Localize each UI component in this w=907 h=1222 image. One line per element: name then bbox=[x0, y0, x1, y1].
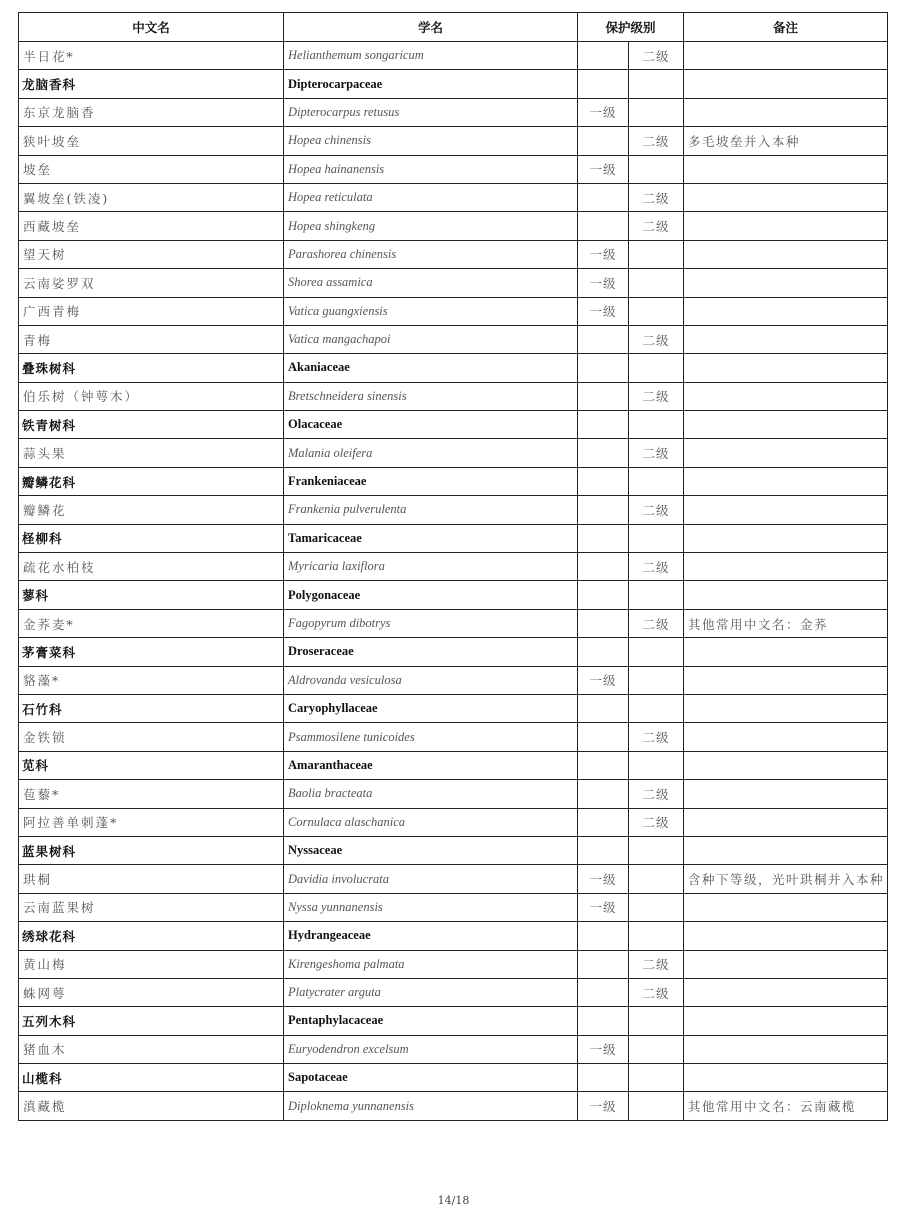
chinese-name-cell: 貉藻* bbox=[19, 666, 284, 694]
chinese-name-cell: 蒜头果 bbox=[19, 439, 284, 467]
scientific-name-cell: Cornulaca alaschanica bbox=[284, 808, 578, 836]
family-row bbox=[19, 1064, 888, 1092]
level-2-cell bbox=[629, 922, 684, 950]
level-1-cell bbox=[578, 411, 629, 439]
family-row bbox=[19, 694, 888, 722]
scientific-name-cell: Shorea assamica bbox=[284, 269, 578, 297]
level-2-cell bbox=[629, 155, 684, 183]
level-1-cell bbox=[578, 439, 629, 467]
species-row bbox=[19, 950, 888, 978]
chinese-name-cell: 蛛网萼 bbox=[19, 978, 284, 1006]
header-scientific-name: 学名 bbox=[284, 13, 578, 42]
note-cell: 含种下等级，光叶珙桐并入本种 bbox=[684, 865, 888, 893]
level-2-cell: 二级 bbox=[629, 609, 684, 637]
species-row bbox=[19, 609, 888, 637]
species-row bbox=[19, 723, 888, 751]
chinese-name-cell: 黄山梅 bbox=[19, 950, 284, 978]
species-row bbox=[19, 893, 888, 921]
note-cell bbox=[684, 439, 888, 467]
family-row bbox=[19, 467, 888, 495]
chinese-name-cell: 滇藏榄 bbox=[19, 1092, 284, 1120]
chinese-name-cell: 疏花水柏枝 bbox=[19, 553, 284, 581]
level-2-cell bbox=[629, 694, 684, 722]
scientific-name-cell: Nyssa yunnanensis bbox=[284, 893, 578, 921]
level-2-cell: 二级 bbox=[629, 553, 684, 581]
level-2-cell bbox=[629, 524, 684, 552]
level-2-cell: 二级 bbox=[629, 780, 684, 808]
page-number: 14/18 bbox=[437, 1194, 470, 1207]
species-row bbox=[19, 808, 888, 836]
chinese-name-cell: 叠珠树科 bbox=[19, 354, 284, 382]
level-2-cell: 二级 bbox=[629, 978, 684, 1006]
species-row bbox=[19, 978, 888, 1006]
level-1-cell bbox=[578, 382, 629, 410]
chinese-name-cell: 珙桐 bbox=[19, 865, 284, 893]
scientific-name-cell: Parashorea chinensis bbox=[284, 240, 578, 268]
level-1-cell: 一级 bbox=[578, 893, 629, 921]
level-1-cell: 一级 bbox=[578, 297, 629, 325]
note-cell bbox=[684, 694, 888, 722]
level-1-cell bbox=[578, 609, 629, 637]
scientific-name-cell: Vatica mangachapoi bbox=[284, 325, 578, 353]
level-1-cell bbox=[578, 127, 629, 155]
chinese-name-cell: 苞藜* bbox=[19, 780, 284, 808]
level-1-cell bbox=[578, 183, 629, 211]
species-row bbox=[19, 1035, 888, 1063]
scientific-name-cell: Hopea shingkeng bbox=[284, 212, 578, 240]
chinese-name-cell: 茅膏菜科 bbox=[19, 638, 284, 666]
family-row bbox=[19, 922, 888, 950]
note-cell bbox=[684, 496, 888, 524]
note-cell bbox=[684, 70, 888, 98]
species-row bbox=[19, 439, 888, 467]
level-1-cell bbox=[578, 553, 629, 581]
chinese-name-cell: 瓣鳞花科 bbox=[19, 467, 284, 495]
level-1-cell bbox=[578, 212, 629, 240]
scientific-name-cell: Dipterocarpaceae bbox=[284, 70, 578, 98]
species-row bbox=[19, 1092, 888, 1120]
level-2-cell: 二级 bbox=[629, 212, 684, 240]
scientific-name-cell: Amaranthaceae bbox=[284, 751, 578, 779]
level-2-cell bbox=[629, 297, 684, 325]
note-cell bbox=[684, 780, 888, 808]
family-row bbox=[19, 354, 888, 382]
note-cell bbox=[684, 467, 888, 495]
scientific-name-cell: Psammosilene tunicoides bbox=[284, 723, 578, 751]
species-row bbox=[19, 127, 888, 155]
scientific-name-cell: Vatica guangxiensis bbox=[284, 297, 578, 325]
header-protection-level: 保护级别 bbox=[578, 13, 684, 42]
scientific-name-cell: Bretschneidera sinensis bbox=[284, 382, 578, 410]
scientific-name-cell: Akaniaceae bbox=[284, 354, 578, 382]
note-cell bbox=[684, 212, 888, 240]
scientific-name-cell: Dipterocarpus retusus bbox=[284, 98, 578, 126]
family-row bbox=[19, 524, 888, 552]
level-2-cell bbox=[629, 467, 684, 495]
scientific-name-cell: Tamaricaceae bbox=[284, 524, 578, 552]
level-2-cell bbox=[629, 269, 684, 297]
scientific-name-cell: Nyssaceae bbox=[284, 836, 578, 864]
chinese-name-cell: 柽柳科 bbox=[19, 524, 284, 552]
level-2-cell bbox=[629, 893, 684, 921]
species-row bbox=[19, 666, 888, 694]
chinese-name-cell: 望天树 bbox=[19, 240, 284, 268]
note-cell bbox=[684, 893, 888, 921]
level-1-cell bbox=[578, 808, 629, 836]
scientific-name-cell: Pentaphylacaceae bbox=[284, 1007, 578, 1035]
level-1-cell: 一级 bbox=[578, 240, 629, 268]
note-cell bbox=[684, 553, 888, 581]
level-1-cell bbox=[578, 723, 629, 751]
scientific-name-cell: Davidia involucrata bbox=[284, 865, 578, 893]
level-2-cell bbox=[629, 240, 684, 268]
note-cell bbox=[684, 638, 888, 666]
level-1-cell bbox=[578, 836, 629, 864]
scientific-name-cell: Hopea chinensis bbox=[284, 127, 578, 155]
chinese-name-cell: 西藏坡垒 bbox=[19, 212, 284, 240]
chinese-name-cell: 龙脑香科 bbox=[19, 70, 284, 98]
level-1-cell bbox=[578, 70, 629, 98]
note-cell bbox=[684, 240, 888, 268]
species-row bbox=[19, 155, 888, 183]
species-row bbox=[19, 780, 888, 808]
family-row bbox=[19, 751, 888, 779]
level-1-cell bbox=[578, 524, 629, 552]
level-2-cell: 二级 bbox=[629, 127, 684, 155]
scientific-name-cell: Polygonaceae bbox=[284, 581, 578, 609]
scientific-name-cell: Kirengeshoma palmata bbox=[284, 950, 578, 978]
chinese-name-cell: 金铁锁 bbox=[19, 723, 284, 751]
level-1-cell bbox=[578, 780, 629, 808]
level-1-cell bbox=[578, 638, 629, 666]
scientific-name-cell: Myricaria laxiflora bbox=[284, 553, 578, 581]
level-2-cell bbox=[629, 1064, 684, 1092]
chinese-name-cell: 东京龙脑香 bbox=[19, 98, 284, 126]
scientific-name-cell: Helianthemum songaricum bbox=[284, 42, 578, 70]
level-2-cell: 二级 bbox=[629, 325, 684, 353]
note-cell bbox=[684, 269, 888, 297]
chinese-name-cell: 蓼科 bbox=[19, 581, 284, 609]
scientific-name-cell: Platycrater arguta bbox=[284, 978, 578, 1006]
level-2-cell bbox=[629, 354, 684, 382]
scientific-name-cell: Aldrovanda vesiculosa bbox=[284, 666, 578, 694]
scientific-name-cell: Hopea hainanensis bbox=[284, 155, 578, 183]
level-2-cell: 二级 bbox=[629, 439, 684, 467]
note-cell bbox=[684, 411, 888, 439]
level-2-cell bbox=[629, 98, 684, 126]
protected-plants-table bbox=[18, 12, 888, 1121]
note-cell bbox=[684, 978, 888, 1006]
note-cell bbox=[684, 666, 888, 694]
species-row bbox=[19, 212, 888, 240]
level-2-cell: 二级 bbox=[629, 723, 684, 751]
note-cell bbox=[684, 1064, 888, 1092]
chinese-name-cell: 云南蓝果树 bbox=[19, 893, 284, 921]
species-row bbox=[19, 325, 888, 353]
chinese-name-cell: 铁青树科 bbox=[19, 411, 284, 439]
chinese-name-cell: 蓝果树科 bbox=[19, 836, 284, 864]
level-2-cell: 二级 bbox=[629, 496, 684, 524]
species-row bbox=[19, 269, 888, 297]
species-row bbox=[19, 98, 888, 126]
level-2-cell: 二级 bbox=[629, 42, 684, 70]
species-row bbox=[19, 865, 888, 893]
family-row bbox=[19, 411, 888, 439]
family-row bbox=[19, 1007, 888, 1035]
note-cell bbox=[684, 42, 888, 70]
chinese-name-cell: 苋科 bbox=[19, 751, 284, 779]
scientific-name-cell: Frankenia pulverulenta bbox=[284, 496, 578, 524]
note-cell bbox=[684, 581, 888, 609]
note-cell: 多毛坡垒并入本种 bbox=[684, 127, 888, 155]
chinese-name-cell: 青梅 bbox=[19, 325, 284, 353]
chinese-name-cell: 坡垒 bbox=[19, 155, 284, 183]
scientific-name-cell: Droseraceae bbox=[284, 638, 578, 666]
note-cell bbox=[684, 808, 888, 836]
note-cell bbox=[684, 950, 888, 978]
level-2-cell bbox=[629, 836, 684, 864]
chinese-name-cell: 瓣鳞花 bbox=[19, 496, 284, 524]
chinese-name-cell: 五列木科 bbox=[19, 1007, 284, 1035]
level-1-cell bbox=[578, 325, 629, 353]
chinese-name-cell: 猪血木 bbox=[19, 1035, 284, 1063]
note-cell: 其他常用中文名：云南藏榄 bbox=[684, 1092, 888, 1120]
level-2-cell: 二级 bbox=[629, 808, 684, 836]
family-row bbox=[19, 581, 888, 609]
level-1-cell: 一级 bbox=[578, 155, 629, 183]
scientific-name-cell: Diploknema yunnanensis bbox=[284, 1092, 578, 1120]
scientific-name-cell: Frankeniaceae bbox=[284, 467, 578, 495]
header-notes: 备注 bbox=[684, 13, 888, 42]
species-row bbox=[19, 183, 888, 211]
note-cell bbox=[684, 836, 888, 864]
note-cell bbox=[684, 325, 888, 353]
chinese-name-cell: 伯乐树（钟萼木） bbox=[19, 382, 284, 410]
chinese-name-cell: 阿拉善单刺蓬* bbox=[19, 808, 284, 836]
level-1-cell bbox=[578, 496, 629, 524]
level-1-cell bbox=[578, 467, 629, 495]
level-2-cell: 二级 bbox=[629, 950, 684, 978]
chinese-name-cell: 广西青梅 bbox=[19, 297, 284, 325]
family-row bbox=[19, 70, 888, 98]
note-cell bbox=[684, 723, 888, 751]
level-1-cell bbox=[578, 581, 629, 609]
scientific-name-cell: Caryophyllaceae bbox=[284, 694, 578, 722]
level-2-cell bbox=[629, 581, 684, 609]
level-1-cell: 一级 bbox=[578, 98, 629, 126]
level-2-cell: 二级 bbox=[629, 183, 684, 211]
level-2-cell bbox=[629, 666, 684, 694]
chinese-name-cell: 山榄科 bbox=[19, 1064, 284, 1092]
chinese-name-cell: 半日花* bbox=[19, 42, 284, 70]
level-1-cell: 一级 bbox=[578, 1035, 629, 1063]
scientific-name-cell: Sapotaceae bbox=[284, 1064, 578, 1092]
table-body bbox=[19, 42, 888, 1121]
level-2-cell bbox=[629, 865, 684, 893]
chinese-name-cell: 翼坡垒(铁凌) bbox=[19, 183, 284, 211]
note-cell bbox=[684, 183, 888, 211]
species-row bbox=[19, 496, 888, 524]
note-cell bbox=[684, 524, 888, 552]
note-cell: 其他常用中文名：金荞 bbox=[684, 609, 888, 637]
level-1-cell: 一级 bbox=[578, 666, 629, 694]
chinese-name-cell: 绣球花科 bbox=[19, 922, 284, 950]
level-1-cell: 一级 bbox=[578, 269, 629, 297]
header-chinese-name: 中文名 bbox=[19, 13, 284, 42]
note-cell bbox=[684, 922, 888, 950]
level-1-cell bbox=[578, 694, 629, 722]
species-row bbox=[19, 240, 888, 268]
level-1-cell bbox=[578, 354, 629, 382]
level-1-cell bbox=[578, 751, 629, 779]
chinese-name-cell: 石竹科 bbox=[19, 694, 284, 722]
scientific-name-cell: Olacaceae bbox=[284, 411, 578, 439]
level-2-cell bbox=[629, 70, 684, 98]
note-cell bbox=[684, 297, 888, 325]
note-cell bbox=[684, 155, 888, 183]
level-1-cell bbox=[578, 42, 629, 70]
level-2-cell bbox=[629, 1035, 684, 1063]
note-cell bbox=[684, 751, 888, 779]
species-row bbox=[19, 297, 888, 325]
level-2-cell bbox=[629, 638, 684, 666]
level-1-cell bbox=[578, 978, 629, 1006]
family-row bbox=[19, 836, 888, 864]
level-1-cell: 一级 bbox=[578, 1092, 629, 1120]
level-1-cell: 一级 bbox=[578, 865, 629, 893]
scientific-name-cell: Baolia bracteata bbox=[284, 780, 578, 808]
note-cell bbox=[684, 1035, 888, 1063]
level-2-cell bbox=[629, 751, 684, 779]
level-1-cell bbox=[578, 1064, 629, 1092]
chinese-name-cell: 狭叶坡垒 bbox=[19, 127, 284, 155]
species-row bbox=[19, 553, 888, 581]
chinese-name-cell: 金荞麦* bbox=[19, 609, 284, 637]
chinese-name-cell: 云南娑罗双 bbox=[19, 269, 284, 297]
level-1-cell bbox=[578, 1007, 629, 1035]
level-2-cell bbox=[629, 1007, 684, 1035]
level-2-cell bbox=[629, 411, 684, 439]
note-cell bbox=[684, 354, 888, 382]
table-header-row bbox=[19, 13, 888, 42]
scientific-name-cell: Hopea reticulata bbox=[284, 183, 578, 211]
scientific-name-cell: Euryodendron excelsum bbox=[284, 1035, 578, 1063]
scientific-name-cell: Hydrangeaceae bbox=[284, 922, 578, 950]
species-row bbox=[19, 42, 888, 70]
scientific-name-cell: Malania oleifera bbox=[284, 439, 578, 467]
level-1-cell bbox=[578, 922, 629, 950]
family-row bbox=[19, 638, 888, 666]
note-cell bbox=[684, 1007, 888, 1035]
level-1-cell bbox=[578, 950, 629, 978]
note-cell bbox=[684, 382, 888, 410]
scientific-name-cell: Fagopyrum dibotrys bbox=[284, 609, 578, 637]
species-row bbox=[19, 382, 888, 410]
level-2-cell bbox=[629, 1092, 684, 1120]
level-2-cell: 二级 bbox=[629, 382, 684, 410]
note-cell bbox=[684, 98, 888, 126]
